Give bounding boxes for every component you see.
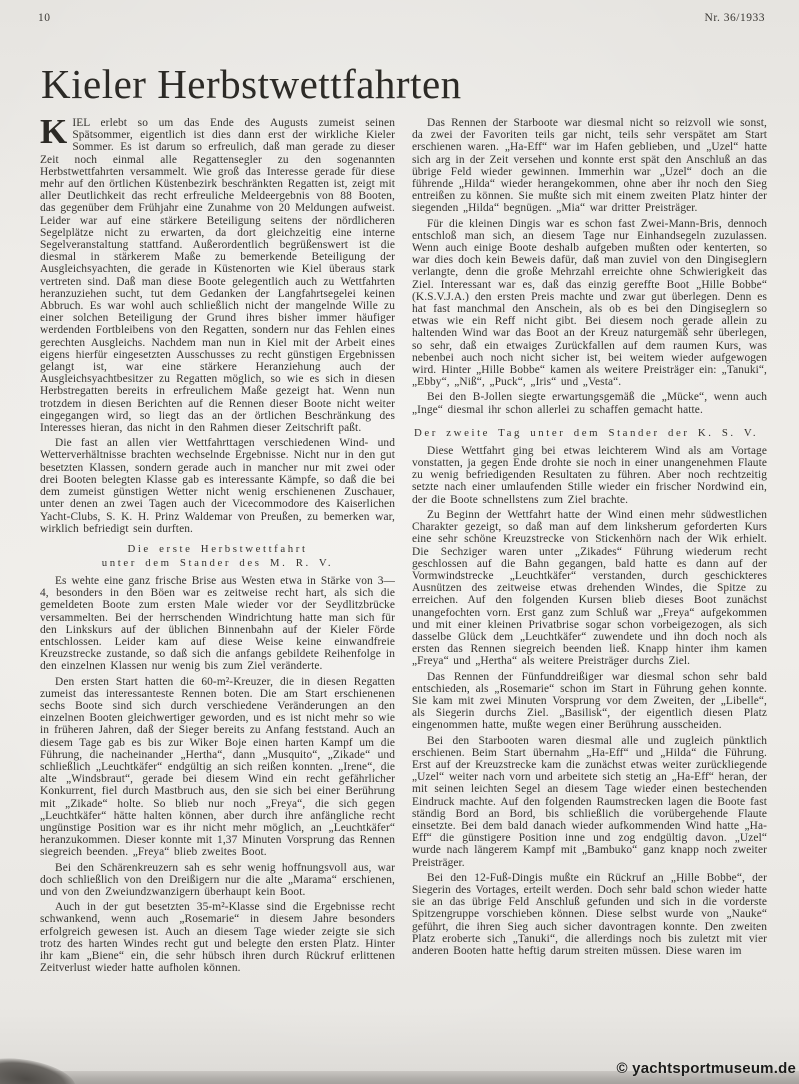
article-body [40, 117, 767, 1063]
left-column [40, 117, 395, 1063]
section-heading-line: Der zweite Tag unter dem Stander der K. S. V. [414, 426, 759, 439]
paragraph: Die fast an allen vier Wettfahrttagen verschiedenen Wind- und Wetterverhältnisse brachten wechselnde Ergebnisse. Nicht nur in den gut besetzten Klassen, sondern gerade auch in mancher nur mit zwei oder drei Booten belegten Klasse gab es interessante Kämpfe, so daß die bei dem zumeist günstigen Wetter nicht wenig erschienenen Zuschauer, unter denen an zwei Tagen auch der Vicecommodore des Kaiserlichen Yacht-Clubs, S. K. H. Prinz Waldemar von Preußen, zu bemerken war, wirklich befriedigt sein durften. [40, 437, 395, 535]
paragraph: Zu Beginn der Wettfahrt hatte der Wind einen mehr südwestlichen Charakter gezeigt, so daß man auf dem linksherum geforderten Kurs eine sehr schöne Kreuzstrecke von Stickenhörn nach der Wik erhielt. Die Sechziger waren unter „Zikades“ Führung wiederum recht geschlossen auf die Bahn gegangen, bald hatte es dann auf der Vormwindstrecke „Leuchtkäfer“ verstanden, durch geschickteres Ausnützen des zeitweise etwas drehenden Windes, die Spitze zu erreichen. Auf den folgenden Kursen blieb dieses Boot zunächst unangefochten vorn. Erst ganz zum Schluß war „Freya“ aufgekommen und mit einer kleinen Privatbrise sogar schon vorbeigezogen, als sich dasselbe Glück dem „Leuchtkäfer“ zuwendete und ihn doch noch als ersten das Rennen siegreich beenden ließ. Knapp hinter ihm kamen „Freya“ und „Hertha“ als weitere Preisträger durchs Ziel. [412, 508, 767, 668]
paragraph: Es wehte eine ganz frische Brise aus Westen etwa in Stärke von 3—4, besonders in den Böen war es zeitweise recht hart, als sich die gemeldeten Boote zum ersten Male wieder vor der Seydlitzbrücke versammelten. Bei der herrschenden Windrichtung hatte man sich für den Linkskurs auf der üblichen Binnenbahn auf der Kieler Förde entschlossen. Leider kam auf diese Weise keine einwandfreie Kreuzstrecke zustande, so daß sich die anfangs gebildete Reihenfolge in den einzelnen Klassen nur wenig bis zum Ziel veränderte. [40, 574, 395, 673]
drop-cap: K [40, 117, 68, 151]
paragraph: Auch in der gut besetzten 35-m²-Klasse sind die Ergebnisse recht schwankend, wenn auch „Rosemarie“ in diesem Jahre besonders erfolgreich gewesen ist. Auch an diesem Tage wieder zeigte sie sich trotz des harten Windes recht gut und belegte den ersten Platz. Hinter ihr kam „Biene“ ein, die sehr hübsch ihren durch Rückruf erlittenen Zeitverlust wieder hatte aufholen können. [40, 901, 395, 975]
issue-number: Nr. 36/1933 [704, 12, 765, 24]
paragraph: Bei den 12-Fuß-Dingis mußte ein Rückruf an „Hille Bobbe“, der Siegerin des Vortages, erteilt werden. Doch sehr bald schon wieder hatte sie an das übrige Feld Anschluß gefunden und sich in die vorderste Spitzengruppe vorschieben können. Diese selbst wurde von „Nauke“ geführt, die ihren Sieg auch sicher davontragen konnte. Den zweiten Platz eroberte sich „Tanuki“, die allerdings noch bis zuletzt mit vier anderen Booten hatte heftig darum streiten müssen. Diese waren im [412, 871, 767, 957]
paragraph: Diese Wettfahrt ging bei etwas leichterem Wind als am Vortage vonstatten, ja gegen Ende drohte sie noch in einer unangenehmen Flaute zu wenig befriedigenden Resultaten zu führen. Aber noch rechtzeitig setzte nach einer umlaufenden Stille wieder ein frischer Nordwind ein, der die Boote schnellstens zum Ziel brachte. [412, 444, 767, 506]
paragraph-text: IEL erlebt so um das Ende des Augusts zumeist seinen Spätsommer, eigentlich ist dies dann erst der wirkliche Kieler Sommer. Es ist darum so erfreulich, daß man gerade zu dieser Zeit noch einmal alle Regattensegler zu den sogenannten Herbstwettfahrten versammelt. Wie groß das Interesse gerade für diese mehr auf den örtlichen Küstenbezirk beschränkten Regatten ist, zeigt mit aller Deutlichkeit das recht erfreuliche Meldeergebnis von 88 Booten, das gegenüber dem Frühjahr eine Zunahme von 20 Meldungen aufweist. Leider war auf eine stärkere Beteiligung seitens der nördlicheren Segelplätze nicht zu erwarten, da dort gleichzeitig eine interne Segelveranstaltung stattfand. Außerordentlich begrüßenswert ist die diesmal in stärkerem Maße zu bemerkende Beteiligung der Ausgleichsyachten, die gerade in Küstenorten wie Kiel überaus stark vertreten sind. Daß man diese Boote gelegentlich auch zu Wettfahrten heranzuziehen sucht, tut dem Gedanken der Langfahrtsegelei keinen Abbruch. Es war wohl auch schließlich nicht der mangelnde Wille zu einer solchen Beteiligung der Grund ihres bisher immer häufiger werdenden Fortbleibens von den Regatten, sondern nur das Fehlen eines gerechten Ausgleichs. Nachdem man nun in Kiel mit der Arbeit eines eigens hierfür eingesetzten Ausschusses zu recht günstigen Ergebnissen gelangt ist, war eine stärkere Heranziehung auch der Ausgleichsyachtbesitzer zu Regatten möglich, so wie es sich in diesen Herbstregatten bereits in erfreulichem Maße gezeigt hat. Wenn nun trotzdem in diesen Berichten auf die Rennen dieser Boote nicht weiter eingegangen wird, so liegt das an der örtlichen Beschränkung des Interesses hieran, das nicht in den Rahmen dieser Zeitschrift paßt. [40, 117, 395, 435]
section-heading-line: Die erste Herbstwettfahrt [127, 542, 308, 555]
paragraph: Das Rennen der Fünfunddreißiger war diesmal schon sehr bald entschieden, als „Rosemarie“ schon im Start in Führung gehen konnte. Sie kam mit zwei Minuten Vorsprung vor dem Zweiten, der „Libelle“, als Siegerin durchs Ziel. „Basilisk“, der eigentlich diesen Platz eingenommen hatte, mußte wegen einer Berührung ausscheiden. [412, 670, 767, 732]
watermark: © yachtsportmuseum.de [616, 1060, 796, 1077]
paragraph: Bei den Schärenkreuzern sah es sehr wenig hoffnungsvoll aus, war doch schließlich von den Dreißigern nur die alte „Marama“ erschienen, und von den Zweiundzwanzigern überhaupt kein Boot. [40, 861, 395, 898]
paragraph: Bei den Starbooten waren diesmal alle und zugleich pünktlich erschienen. Beim Start übernahm „Ha-Eff“ und „Hilda“ die Führung. Erst auf der Kreuzstrecke kam die zunächst etwas weiter zurückliegende „Uzel“ weiter nach vorn und arbeitete sich stetig an „Ha-Eff“ heran, der mit seinen leichten Segel an diesem Tage wieder einen bestechenden Eindruck machte. Auf den folgenden Raumstrecken lagen die Boote fast ständig Bord an Bord, bis schließlich die vorübergehende Flaute einsetzte. Bei dem bald danach wieder aufkommenden Wind hatte „Ha-Eff“ die günstigere Position inne und zog endgültig davon. „Uzel“ wurde nach längerem Kampf mit „Bambuko“ ganz knapp noch zweiter Preisträger. [412, 734, 767, 869]
page-number: 10 [38, 12, 51, 24]
right-column [412, 117, 767, 1063]
article-title: Kieler Herbstwettfahrten [41, 61, 462, 107]
paragraph: Bei den B-Jollen siegte erwartungsgemäß die „Mücke“, wenn auch „Inge“ diesmal ihr schon allerlei zu schaffen gemacht hatte. [412, 391, 767, 416]
section-heading [40, 542, 395, 570]
paragraph: Den ersten Start hatten die 60-m²-Kreuzer, die in diesen Regatten zumeist das interessanteste Rennen boten. Die am Start erschienenen sechs Boote sind sich durch verschiedene Veränderungen an den einzelnen Booten gleichwertiger geworden, und es ist nicht mehr so wie in früheren Jahren, daß der Sieger bereits zu Anfang feststand. Auch an diesem Tage gab es bis zur Wiker Boje einen harten Kampf um die Führung, die nacheinander „Hertha“, dann „Musquito“, „Zikade“ und schließlich „Leuchtkäfer“ endgültig an sich reißen konnten. „Irene“, die alte „Windsbraut“, gerade bei diesem Wind ein recht gefährlicher Konkurrent, fiel durch Mastbruch aus, den sie sich bei einer Berührung mit „Zikade“ holte. So blieb nur noch „Freya“, die sich gegen „Leuchtkäfer“ hätte halten können, aber durch ihre anfängliche recht ungünstige Position war es ihr nicht mehr möglich, an „Leuchtkäfer“ heranzukommen. Dieser konnte mit 1,37 Minuten Vorsprung das Rennen siegreich beenden. „Freya“ blieb zweites Boot. [40, 675, 395, 859]
paragraph [40, 117, 395, 434]
section-heading-line: unter dem Stander des M. R. V. [101, 556, 334, 569]
paragraph: Das Rennen der Starboote war diesmal nicht so reizvoll wie sonst, da zwei der Favoriten teils gar nicht, teils sehr verspätet am Start erschienen waren. „Ha-Eff“ war im Hafen geblieben, und „Uzel“ hatte sich arg in der Zeit versehen und konnte erst spät den Anschluß an das übrige Feld wieder gewinnen. Immerhin war „Uzel“ doch an die führende „Hilda“ wieder herangekommen, ohne aber ihr noch den Sieg entreißen zu können. Sie mußte sich mit einem zweiten Platz hinter der siegenden „Hilda“ begnügen. „Mia“ war dritter Preisträger. [412, 117, 767, 215]
page-header [38, 12, 765, 24]
paragraph: Für die kleinen Dingis war es schon fast Zwei-Mann-Bris, dennoch entschloß man sich, an diesem Tage nur Einhandsegeln zuzulassen. Wenn auch einige Boote deshalb aufgeben mußten oder kenterten, so war dies doch kein Beweis dafür, daß man zuviel von den Dingiseglern verlangte, denn die große Mehrzahl erreichte ohne Schwierigkeit das Ziel. Interessant war es, daß das einzig gereffte Boot „Hille Bobbe“ (K.S.V.J.A.) den ersten Preis machte und zwar gut überlegen. Denn es hat fast manchmal den Anschein, als ob es bei den Dingiseglern so etwas wie ein Reff nicht gibt. Bei diesem noch gerade allein zu haltenden Wind war das Boot an der Kreuz naturgemäß sehr überlegen, so sehr, daß ein etwaiges Zurückfallen auf dem raumen Kurs, was nebenbei auch noch nicht sicher ist, bei weitem wieder aufgewogen wird. Hinter „Hille Bobbe“ kamen als weitere Preisträger ein: „Tanuki“, „Ebby“, „Niß“, „Puck“, „Iris“ und „Vesta“. [412, 217, 767, 389]
section-heading [412, 426, 767, 440]
